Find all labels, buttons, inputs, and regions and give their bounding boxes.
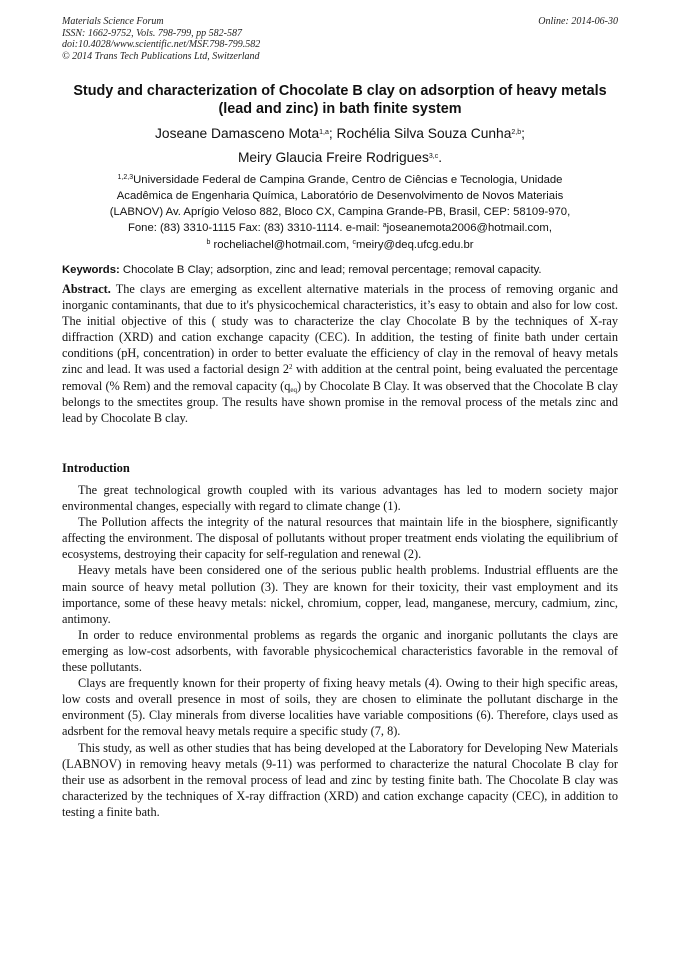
contact-text: Fone: (83) 3310-1115 Fax: (83) 3310-1114. e-mail: bbox=[128, 222, 383, 234]
abstract-text: with addition at the central point, being evaluated the percentage removal (% Rem) and the removal capacity (q bbox=[62, 362, 618, 393]
paper-title: Study and characterization of Chocolate B clay on adsorption of heavy metals (lead and zinc) in bath finite system bbox=[73, 83, 607, 117]
email-c: meiry@deq.ufcg.edu.br bbox=[355, 239, 474, 251]
paragraph: Heavy metals have been considered one of the serious public health problems. Industrial effluents are the main source of heavy metal pollution (3). They are known for their toxicity, their vast employment and its importance, some of these heavy metals: nickel, chromium, copper, lead, manganese, mercury, cadmium, zinc, antimony. bbox=[62, 563, 618, 626]
paragraph: Clays are frequently known for their property of fixing heavy metals (4). Owing to their high specific areas, low costs and overall presence in most of soils, they are chosen to eliminate the pollutant discharge in the environment (5). Clay minerals from diverse localities have variable compositions (6). Therefore, clays used as adsrbent for the removal heavy metals require a specific study (7, 8). bbox=[62, 676, 618, 739]
email-superscript: a bbox=[382, 222, 387, 229]
author-superscript: 2,b bbox=[511, 129, 522, 136]
author-superscript: 1,a bbox=[319, 129, 329, 136]
abstract-text: The clays are emerging as excellent alternative materials in the process of removing organic and inorganic contaminants, that due to it's physicochemical characteristics, it’s easy to obtain and also for low cost. The initial objective of this ( study was to characterize the clay Chocolate B by the techniques of X-ray diffraction (XRD) and cation exchange capacity (CEC). In addition, the testing of finite bath under certain conditions (pH, concentration) in order to better evaluate the efficiency of clay in the removal of heavy metals zinc and lead. It was used a factorial design 2 bbox=[62, 282, 618, 377]
email-line bbox=[62, 238, 618, 253]
affiliation-line: Acadêmica de Engenharia Química, Laboratório de Desenvolvimento de Novos Materiais bbox=[116, 190, 564, 202]
journal-name: Materials Science Forum bbox=[62, 16, 164, 27]
affiliation bbox=[70, 172, 610, 236]
copyright-line: © 2014 Trans Tech Publications Ltd, Switzerland bbox=[62, 50, 260, 62]
email-superscript: c bbox=[352, 239, 356, 246]
section-heading-introduction: Introduction bbox=[62, 461, 130, 475]
abstract-superscript: 2 bbox=[289, 363, 293, 372]
paragraph: The great technological growth coupled with its various advantages has led to modern society major environmental changes, especially with regard to climate change (1). bbox=[62, 483, 618, 514]
journal-header bbox=[62, 16, 618, 62]
abstract bbox=[62, 281, 618, 426]
email-a: joseanemota2006@hotmail.com, bbox=[386, 222, 552, 234]
keywords-text: Chocolate B Clay; adsorption, zinc and lead; removal percentage; removal capacity. bbox=[119, 264, 542, 276]
online-date: Online: 2014-06-30 bbox=[538, 16, 618, 27]
abstract-subscript: eq bbox=[290, 385, 297, 394]
email-b: rocheliachel@hotmail.com, bbox=[210, 239, 353, 251]
paragraph: In order to reduce environmental problems as regards the organic and inorganic pollutants the clays are emerging as low-cost adsorbents, with favorable physicochemical characteristics favorable in the removal of these pollutants. bbox=[62, 627, 618, 675]
abstract-text: ) by Chocolate B Clay. It was observed that the Chocolate B clay belongs to the smectites group. The results have shown promise in the removal process of the metals zinc and lead by Chocolate B clay. bbox=[62, 378, 618, 425]
affiliation-line bbox=[70, 172, 610, 188]
author-list bbox=[62, 122, 618, 170]
author-name: Meiry Glaucia Freire Rodrigues bbox=[237, 150, 429, 165]
keywords bbox=[62, 263, 618, 277]
email-superscript: b bbox=[206, 239, 211, 246]
author-end: . bbox=[438, 150, 443, 165]
abstract-label: Abstract. bbox=[62, 282, 111, 296]
affiliation-line bbox=[70, 220, 610, 236]
introduction-body bbox=[62, 482, 618, 820]
affiliation-text: Universidade Federal de Campina Grande, Centro de Ciências e Tecnologia, Unidade bbox=[133, 174, 563, 186]
author-row-1 bbox=[62, 122, 618, 146]
doi-line: doi:10.4028/www.scientific.net/MSF.798-799.582 bbox=[62, 39, 261, 50]
author-separator: ; bbox=[328, 126, 337, 141]
issn-line: ISSN: 1662-9752, Vols. 798-799, pp 582-587 bbox=[62, 27, 242, 39]
author-name: Joseane Damasceno Mota bbox=[155, 126, 320, 141]
author-superscript: 3,c bbox=[428, 153, 439, 160]
author-row-2 bbox=[62, 146, 618, 170]
author-name: Rochélia Silva Souza Cunha bbox=[336, 126, 512, 141]
affiliation-superscript: 1,2,3 bbox=[117, 174, 134, 181]
keywords-label: Keywords: bbox=[62, 264, 120, 276]
paragraph: The Pollution affects the integrity of the natural resources that maintain life in the biosphere, significantly affecting the environment. The disposal of pollutants without proper treatment ends violating the equilibrium of ecosystems, destroying their capacity for self-regulation and renewal (2). bbox=[62, 515, 618, 562]
author-separator: ; bbox=[521, 126, 525, 141]
affiliation-line: (LABNOV) Av. Aprígio Veloso 882, Bloco CX, Campina Grande-PB, Brasil, CEP: 58109-970, bbox=[109, 206, 571, 218]
paragraph: This study, as well as other studies that has being developed at the Laboratory for Developing New Materials (LABNOV) in removing heavy metals (9-11) was performed to characterize the natural Chocolate B clay for their use as adsorbent in the removal process of lead and zinc by testing finite bath. The Chocolate B clay was characterized by the techniques of X-ray diffraction (XRD) and cation exchange capacity (CEC), in addition to testing a finite bath. bbox=[62, 740, 618, 819]
